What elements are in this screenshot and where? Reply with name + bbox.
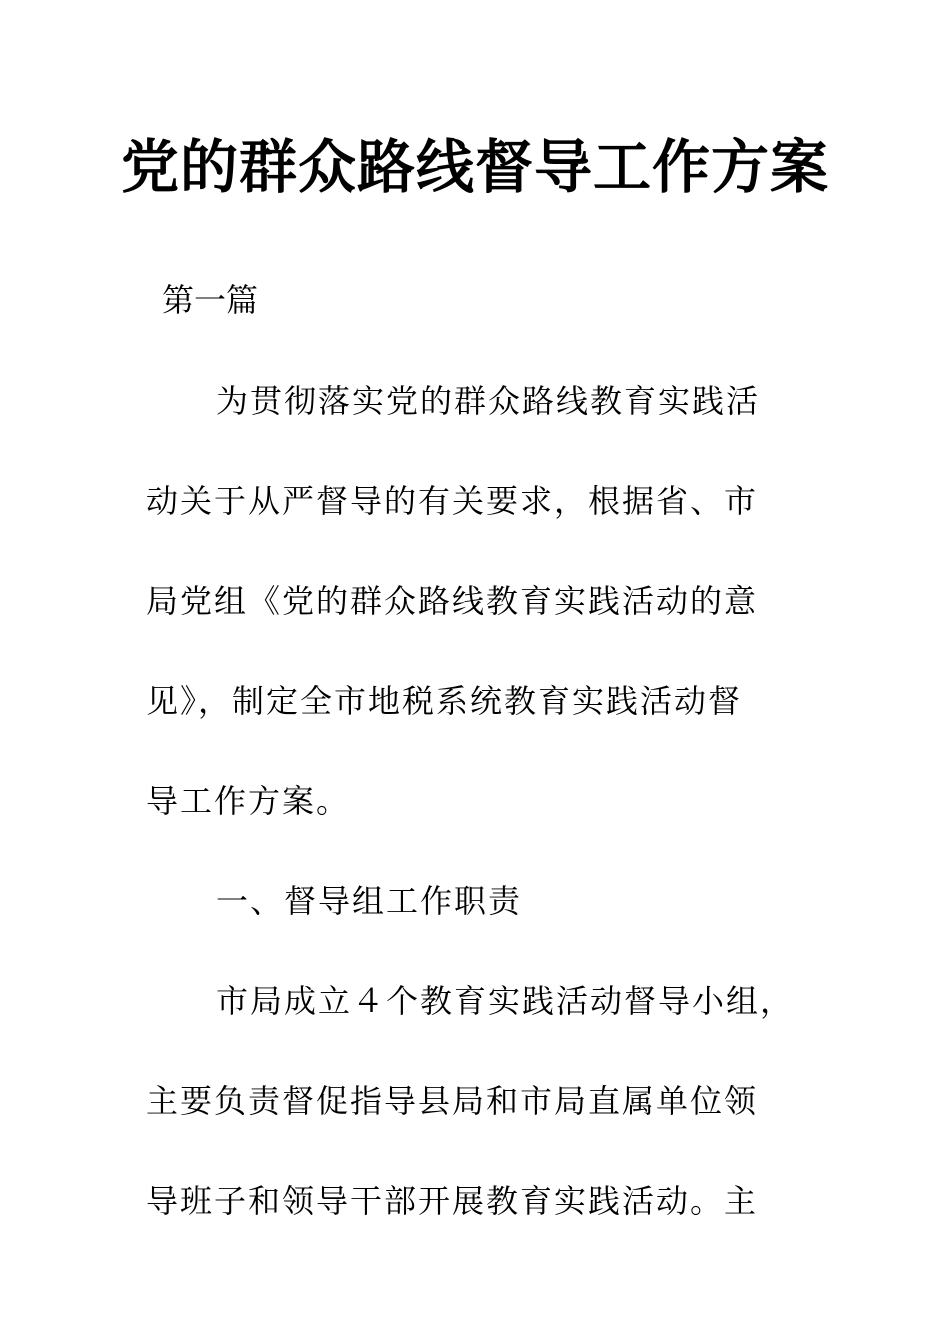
document-subtitle: 第一篇 xyxy=(162,281,259,319)
paragraph-line: 局党组《党的群众路线教育实践活动的意 xyxy=(146,582,759,620)
document-title: 党的群众路线督导工作方案 xyxy=(120,133,829,201)
paragraph-line: 为贯彻落实党的群众路线教育实践活 xyxy=(216,382,761,420)
paragraph-line: 导工作方案。 xyxy=(146,782,351,820)
paragraph-line: 导班子和领导干部开展教育实践活动。主 xyxy=(146,1182,759,1220)
paragraph-line: 市局成立４个教育实践活动督导小组， xyxy=(216,982,795,1020)
section-heading: 一、督导组工作职责 xyxy=(216,882,523,920)
paragraph-line: 动关于从严督导的有关要求，根据省、市 xyxy=(146,482,759,520)
paragraph-line: 主要负责督促指导县局和市局直属单位领 xyxy=(146,1082,759,1120)
paragraph-line: 见》，制定全市地税系统教育实践活动督 xyxy=(146,682,743,720)
